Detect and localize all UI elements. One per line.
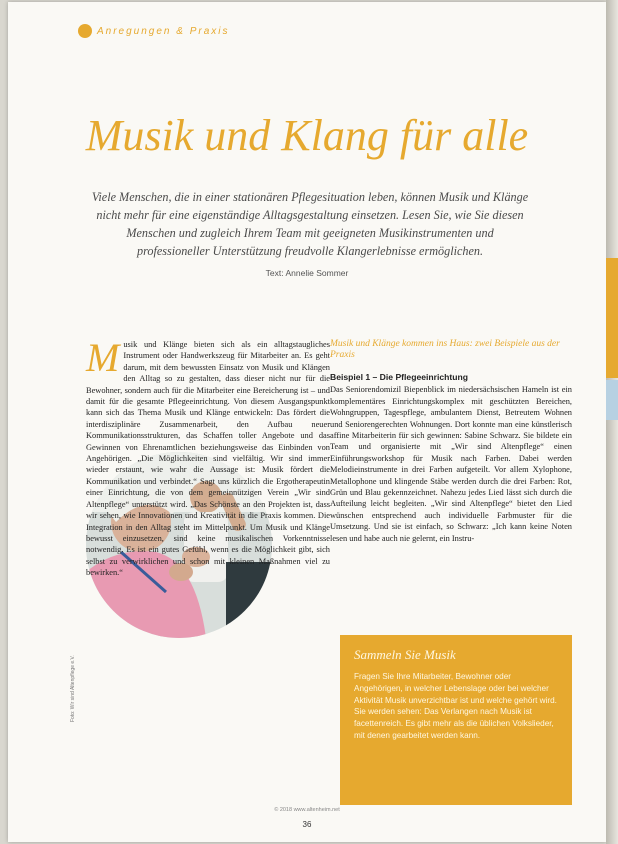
- next-page-edge-accent-blue: [606, 380, 618, 420]
- next-page-edge: [606, 0, 618, 844]
- tip-box-text: Fragen Sie Ihre Mitarbeiter, Bewohner oder Angehörigen, in welcher Lebenslage oder bei welcher Aktivität Musik unverzichtbar ist und welche gehört wird. Sie werden sehen: Das Verlangen nach Musik ist facettenreich. Es gibt mehr als die üblichen Volkslieder, mit denen gearbeitet werden kann.: [354, 672, 557, 740]
- example-heading: Beispiel 1 – Die Pflegeeinrichtung: [330, 372, 469, 382]
- magazine-page: [8, 2, 606, 842]
- next-page-edge-accent: [606, 258, 618, 378]
- drop-cap: M: [86, 335, 120, 380]
- page-footer: © 2018 www.altenheim.net: [274, 807, 340, 813]
- column-left: [86, 335, 330, 579]
- article-body-right: Das Seniorendomizil Biepenblick im niedersächsischen Hameln ist ein komplementäres Einrichtungskomplex mit geschützten Bereichen, Wohngruppen, Tagespflege, ambulantem Dienst, Betreutem Wohnen und Seniorengerechten Wohnungen. Dort konnte man eine künstlerisch affine Mitarbeiterin für sich gewinnen: Sabine Schwarz. Sie bildete ein Team und organisierte mit „Wir sind Altenpflege“ einen Einführungsworkshop für Musik nach Farben. Dabei werden Melodieinstrumente in drei Farben aufgeteilt. Vor allem Xylophone, Metallophone und klingende Stäbe werden durch die drei Farben: Rot, Grün und Blau gekennzeichnet. Nahezu jedes Lied lässt sich durch die Aufteilung leicht begleiten. „Wir sind Altenpflege“ bietet den Lied wünschen entsprechend auch individuelle Farbmuster für die Umsetzung. Und sie ist einfach, so Schwarz: „Ich kann keine Noten lesen und habe auch nie gelernt, ein Instru-: [330, 385, 572, 543]
- article-byline: Text: Annelie Sommer: [265, 268, 349, 278]
- column-right: [330, 339, 572, 544]
- section-subtitle: Musik und Klänge kommen ins Haus: zwei Beispiele aus der Praxis: [330, 339, 560, 360]
- photo-credit: Foto: Wir sind Altenpflege e.V.: [70, 655, 76, 722]
- article-lead: Viele Menschen, die in einer stationären Pflegesituation leben, können Musik und Klänge nicht mehr für eine eigenständige Alltagsgestaltung einsetzen. Lesen Sie, wie Sie diesen Menschen und zugleich Ihrem Team mit geeigneten Musikinstrumenten und professioneller Unterstützung freudvolle Klangerlebnisse ermöglichen.: [91, 190, 529, 258]
- tip-box-title: Sammeln Sie Musik: [354, 647, 456, 662]
- article-title: Musik und Klang für alle: [85, 111, 529, 160]
- kicker-dot-icon: [78, 24, 92, 38]
- section-kicker: [78, 24, 230, 38]
- tip-box: [340, 635, 572, 805]
- page-number: 36: [302, 820, 312, 829]
- article-body-left: usik und Klänge bieten sich als ein alltagstaugliches Instrument oder Handwerkszeug für Mitarbeiter an. Es geht darum, mit dem bewussten Einsatz von Musik und Klängen den Alltag so zu gestalten, dass dieser nicht nur für die Bewohner, sondern auch für die Mitarbeiter eine Bereicherung ist – und damit für die gesamte Pflegeeinrichtung. Von diesem Ausgangspunkt kann sich das Thema Musik und Klänge entwickeln: Das fördert die interdisziplinäre Zusammenarbeit, den Aufbau neuer Kommunikationsstrukturen, das Schaffen toller Angebote und das Gewinnen von Ehrenamtlichen beziehungsweise das Einbinden von Angehörigen. „Die Möglichkeiten sind vielfältig. Wir sind immer wieder erstaunt, wie wahr die Aussage ist: Musik fördert die Kommunikation und verbindet.“ Sagt uns kürzlich die Ergotherapeutin einer Einrichtung, die von dem gemeinnützigen Verein „Wir sind Altenpflege“ unterstützt wird. „Das Schönste an den Projekten ist, dass wir sehen, wie Innovationen und Kreativität in die Praxis kommen. Die Integration in den Alltag steht im Mittelpunkt. Um Musik und Klänge bewusst einzusetzen, sind keine musikalischen Vorkenntnisse notwendig. Es ist ein gutes Gefühl, wenn es die Möglichkeit gibt, sich selbst zu verwirklichen und schon mit kleinen Maßnahmen viel zu bewirken.“: [86, 340, 330, 578]
- kicker-label: Anregungen & Praxis: [97, 25, 230, 37]
